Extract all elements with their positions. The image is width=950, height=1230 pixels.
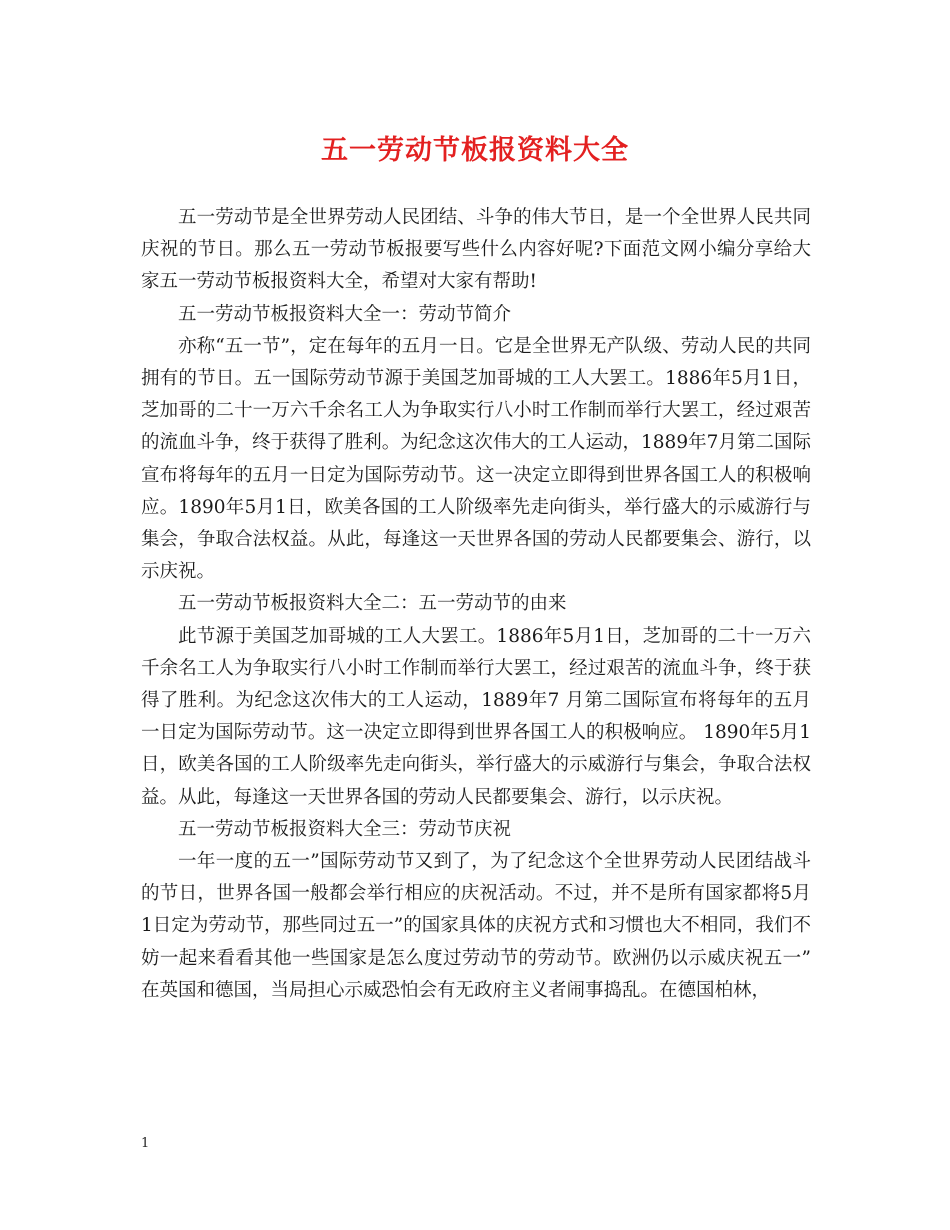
document-title: 五一劳动节板报资料大全 xyxy=(321,135,629,166)
page-number: 1 xyxy=(141,1136,150,1151)
document-body xyxy=(141,202,811,1007)
section-heading-3: 五一劳动节板报资料大全三：劳动节庆祝 xyxy=(178,818,512,840)
intro-paragraph: 五一劳动节是全世界劳动人民团结、斗争的伟大节日，是一个全世界人民共同庆祝的节日。那么五一劳动节板报要写些什么内容好呢?下面范文网小编分享给大家五一劳动节板报资料大全，希望对大家有帮助! xyxy=(141,207,811,293)
section-3-paragraph: 一年一度的五一”国际劳动节又到了，为了纪念这个全世界劳动人民团结战斗的节日，世界各国一般都会举行相应的庆祝活动。不过，并不是所有国家都将5月1日定为劳动节，那些同过五一”的国家具体的庆祝方式和习惯也大不相同，我们不妨一起来看看其他一些国家是怎么度过劳动节的劳动节。欧洲仍以示威庆祝五一” 在英国和德国，当局担心示威恐怕会有无政府主义者闹事捣乱。在德国柏林， xyxy=(141,851,811,1001)
section-heading-2: 五一劳动节板报资料大全二：五一劳动节的由来 xyxy=(178,593,567,615)
section-heading-1: 五一劳动节板报资料大全一：劳动节简介 xyxy=(178,303,512,325)
section-1-paragraph: 亦称“五一节”，定在每年的五月一日。它是全世界无产队级、劳动人民的共同拥有的节日。五一国际劳动节源于美国芝加哥城的工人大罢工。1886年5月1日，芝加哥的二十一万六千余名工人为争取实行八小时工作制而举行大罢工，经过艰苦的流血斗争，终于获得了胜利。为纪念这次伟大的工人运动，1889年7月第二国际宣布将每年的五月一日定为国际劳动节。这一决定立即得到世界各国工人的积极响应。1890年5月1日，欧美各国的工人阶级率先走向街头，举行盛大的示威游行与集会，争取合法权益。从此，每逢这一天世界各国的劳动人民都要集会、游行，以示庆祝。 xyxy=(141,335,811,583)
section-2-paragraph: 此节源于美国芝加哥城的工人大罢工。1886年5月1日，芝加哥的二十一万六千余名工人为争取实行八小时工作制而举行大罢工，经过艰苦的流血斗争，终于获得了胜利。为纪念这次伟大的工人运动，1889年7 月第二国际宣布将每年的五月一日定为国际劳动节。这一决定立即得到世界各国工人的积极响应。 1890年5月1日，欧美各国的工人阶级率先走向街头，举行盛大的示威游行与集会，争取合法权益。从此，每逢这一天世界各国的劳动人民都要集会、游行，以示庆祝。 xyxy=(141,625,811,808)
